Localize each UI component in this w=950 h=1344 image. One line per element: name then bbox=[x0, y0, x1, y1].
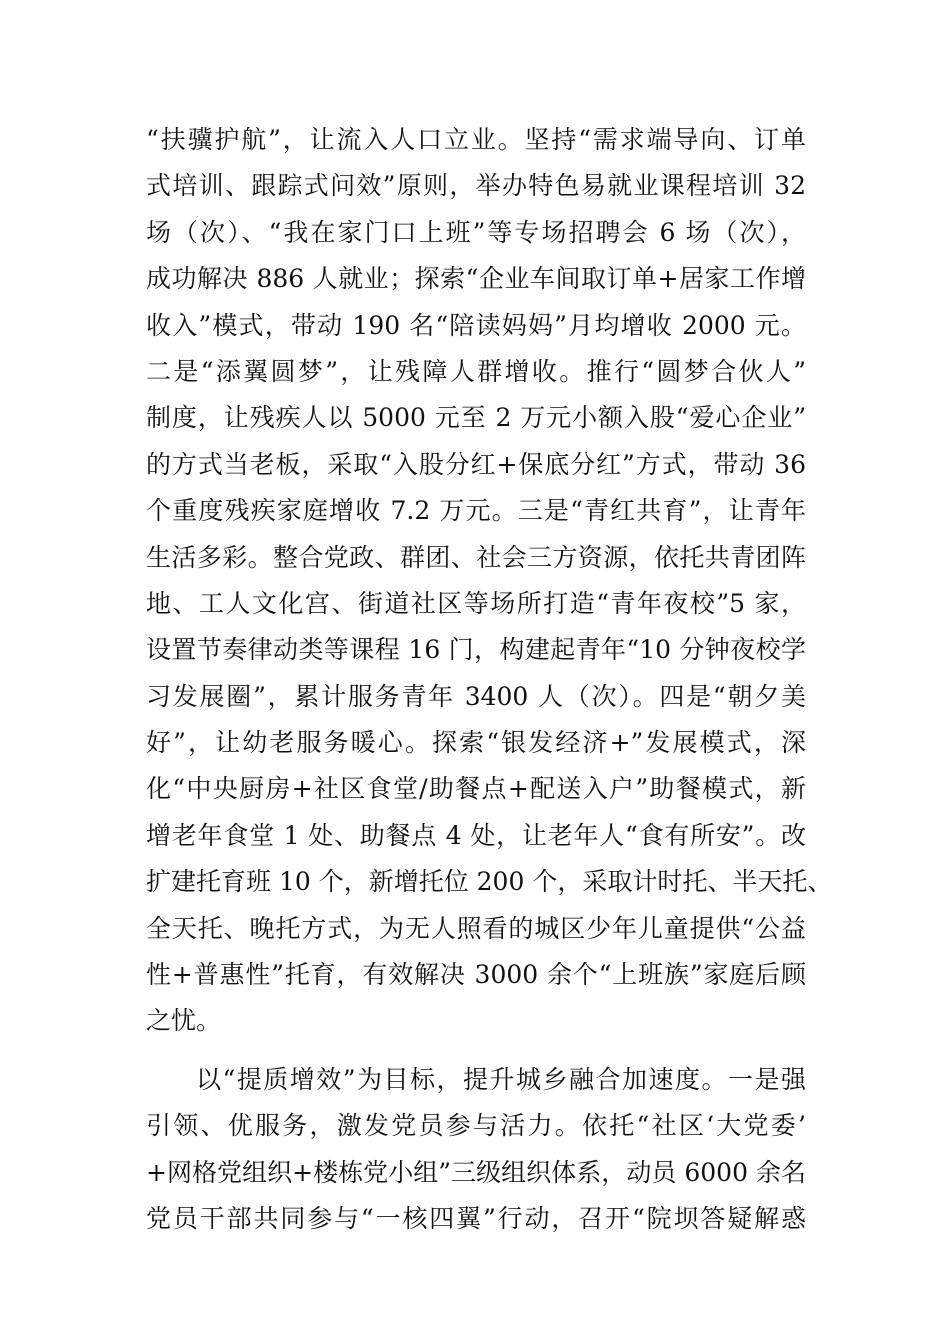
text-line: 习发展圈”，累计服务青年 3400 人（次）。四是“朝夕美 bbox=[146, 681, 806, 711]
text-line: “扶骥护航”，让流入人口立业。坚持“需求端导向、订单 bbox=[146, 125, 806, 154]
text-line: 式培训、跟踪式问效”原则，举办特色易就业课程培训 32 bbox=[146, 171, 806, 201]
text-line: 二是“添翼圆梦”，让残障人群增收。推行“圆梦合伙人” bbox=[146, 356, 806, 386]
text-line: 好”，让幼老服务暖心。探索“银发经济+”发展模式，深 bbox=[146, 728, 806, 758]
text-line: 成功解决 886 人就业；探索“企业车间取订单+居家工作增 bbox=[146, 264, 806, 294]
text-line: 之忧。 bbox=[146, 1006, 222, 1036]
paragraph bbox=[146, 117, 833, 1045]
text-line: 生活多彩。整合党政、群团、社会三方资源，依托共青团阵 bbox=[146, 542, 806, 572]
text-line: 全天托、晚托方式，为无人照看的城区少年儿童提供“公益 bbox=[146, 913, 806, 943]
text-line: 以“提质增效”为目标，提升城乡融合加速度。一是强 bbox=[196, 1064, 806, 1094]
text-line: 制度，让残疾人以 5000 元至 2 万元小额入股“爱心企业” bbox=[146, 403, 806, 433]
text-line: 个重度残疾家庭增收 7.2 万元。三是“青红共育”，让青年 bbox=[146, 496, 806, 526]
text-line: 增老年食堂 1 处、助餐点 4 处，让老年人“食有所安”。改 bbox=[146, 820, 806, 850]
text-line: 党员干部共同参与“一核四翼”行动，召开“院坝答疑解惑 bbox=[146, 1203, 806, 1233]
text-line: 的方式当老板，采取“入股分红+保底分红”方式，带动 36 bbox=[146, 449, 806, 479]
text-line: 场（次）、“我在家门口上班”等专场招聘会 6 场（次）， bbox=[146, 217, 806, 247]
paragraph bbox=[146, 1057, 806, 1243]
text-line: 扩建托育班 10 个，新增托位 200 个，采取计时托、半天托、 bbox=[146, 867, 833, 897]
text-line: 性+普惠性”托育，有效解决 3000 余个“上班族”家庭后顾 bbox=[146, 960, 806, 990]
document-body bbox=[146, 117, 833, 1242]
text-line: 地、工人文化宫、街道社区等场所打造“青年夜校”5 家， bbox=[146, 588, 806, 618]
text-line: 化“中央厨房+社区食堂/助餐点+配送入户”助餐模式，新 bbox=[146, 774, 806, 804]
paragraph-spacer bbox=[146, 1045, 806, 1057]
text-line: 设置节奏律动类等课程 16 门，构建起青年“10 分钟夜校学 bbox=[146, 635, 806, 665]
text-line: +网格党组织+楼栋党小组”三级组织体系，动员 6000 余名 bbox=[146, 1157, 806, 1187]
text-line: 收入”模式，带动 190 名“陪读妈妈”月均增收 2000 元。 bbox=[146, 310, 806, 340]
text-line: 引领、优服务，激发党员参与活力。依托“社区‘大党委’ bbox=[146, 1111, 806, 1141]
